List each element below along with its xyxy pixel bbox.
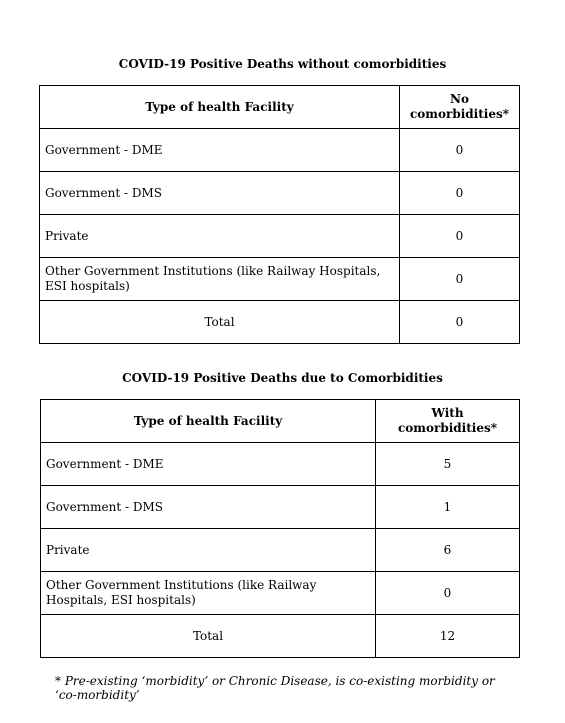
total-label: Total (41, 615, 376, 658)
column-header-no-comorbidities: No comorbidities* (400, 86, 520, 129)
facility-cell: Government - DME (41, 443, 376, 486)
table2-title: COVID-19 Positive Deaths due to Comorbidities (122, 371, 443, 385)
table-row (40, 215, 520, 258)
table-row (40, 129, 520, 172)
column-header-facility: Type of health Facility (41, 400, 376, 443)
table-row (40, 258, 520, 301)
value-cell: 1 (376, 486, 520, 529)
facility-cell: Private (41, 529, 376, 572)
total-label: Total (40, 301, 400, 344)
table-row (41, 572, 520, 615)
table-row (40, 172, 520, 215)
total-value: 12 (376, 615, 520, 658)
value-cell: 0 (400, 215, 520, 258)
table-header-row (41, 400, 520, 443)
facility-cell: Private (40, 215, 400, 258)
value-cell: 0 (400, 172, 520, 215)
value-cell: 6 (376, 529, 520, 572)
facility-cell: Other Government Institutions (like Railway Hospitals, ESI hospitals) (41, 572, 376, 615)
value-cell: 0 (400, 129, 520, 172)
column-header-facility: Type of health Facility (40, 86, 400, 129)
table-row (41, 529, 520, 572)
value-cell: 5 (376, 443, 520, 486)
footnote: * Pre-existing ‘morbidity’ or Chronic Disease, is co-existing morbidity or ‘co-morbidity’ (55, 674, 495, 702)
value-cell: 0 (376, 572, 520, 615)
facility-cell: Government - DME (40, 129, 400, 172)
table-no-comorbidities (39, 85, 520, 344)
column-header-with-comorbidities: With comorbidities* (376, 400, 520, 443)
facility-cell: Other Government Institutions (like Railway Hospitals, ESI hospitals) (40, 258, 400, 301)
table-row (41, 443, 520, 486)
facility-cell: Government - DMS (40, 172, 400, 215)
table-header-row (40, 86, 520, 129)
table1-title: COVID-19 Positive Deaths without comorbidities (118, 57, 447, 71)
table-row (41, 486, 520, 529)
facility-cell: Government - DMS (41, 486, 376, 529)
total-row (41, 615, 520, 658)
total-value: 0 (400, 301, 520, 344)
table-with-comorbidities (40, 399, 520, 658)
total-row (40, 301, 520, 344)
value-cell: 0 (400, 258, 520, 301)
